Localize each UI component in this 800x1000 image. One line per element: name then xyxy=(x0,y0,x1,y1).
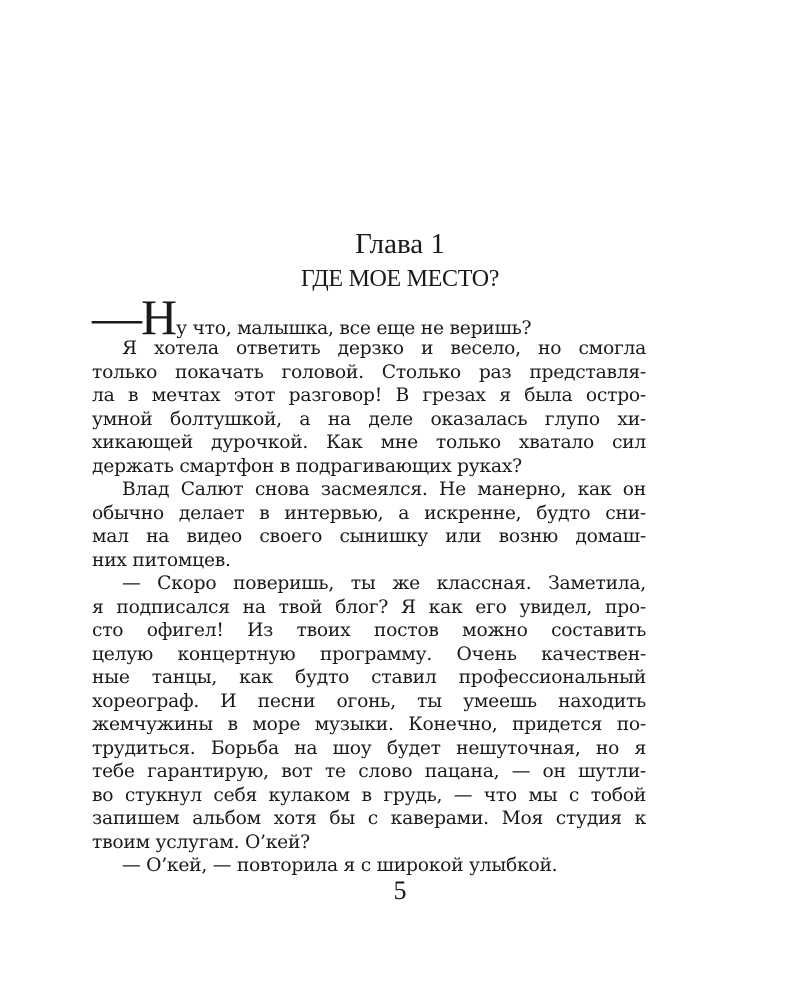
text-line: во стукнул себя кулаком в грудь, — что мы с тобой xyxy=(92,784,646,806)
text-line: — Скоро поверишь, ты же классная. Заметила, xyxy=(122,573,646,594)
text-line: хореограф. И песни огонь, ты умеешь находить xyxy=(92,690,646,712)
text-line: сто офигел! Из твоих постов можно составить xyxy=(92,620,646,641)
text-line: Влад Салют снова засмеялся. Не манерно, как он xyxy=(122,479,646,500)
text-line: умной болтушкой, а на деле оказалась глупо хи- xyxy=(92,408,646,430)
dropcap: —Н xyxy=(92,289,177,345)
text-line: обычно делает в интервью, а искренне, будто сни- xyxy=(92,502,646,524)
opening-text: у что, малышка, все еще не веришь? xyxy=(176,318,532,339)
opening-line xyxy=(92,289,646,345)
text-line: целую концертную программу. Очень качествен- xyxy=(92,643,646,665)
text-line: трудиться. Борьба на шоу будет нешуточная, но я xyxy=(92,737,646,759)
chapter-subtitle: ГДЕ МОЕ МЕСТО? xyxy=(300,266,500,292)
text-line: я подписался на твой блог? Я как его увидел, про- xyxy=(92,596,646,618)
text-line: держать смартфон в подрагивающих руках? xyxy=(92,455,522,477)
text-line: хикающей дурочкой. Как мне только хватало сил xyxy=(92,432,646,453)
text-line: тебе гарантирую, вот те слово пацана, — он шутли- xyxy=(92,761,646,782)
text-line: жемчужины в море музыки. Конечно, придется по- xyxy=(92,714,646,735)
text-line: ла в мечтах этот разговор! В грезах я была остро- xyxy=(92,385,646,406)
text-line: них питомцев. xyxy=(92,549,231,571)
page-number: 5 xyxy=(393,876,407,905)
text-line: — О’кей, — повторила я с широкой улыбкой. xyxy=(122,855,558,876)
text-line: ные танцы, как будто ставил профессиональный xyxy=(92,667,646,688)
chapter-title: Глава 1 xyxy=(355,228,445,260)
text-line: твоим услугам. О’кей? xyxy=(92,831,310,853)
chapter-text xyxy=(92,289,646,878)
text-line: запишем альбом хотя бы с каверами. Моя студия к xyxy=(92,808,646,829)
text-line: только покачать головой. Столько раз представля- xyxy=(92,361,646,383)
text-line: мал на видео своего сынишку или возню домаш- xyxy=(92,526,646,547)
text-line: Я хотела ответить дерзко и весело, но смогла xyxy=(122,338,646,359)
